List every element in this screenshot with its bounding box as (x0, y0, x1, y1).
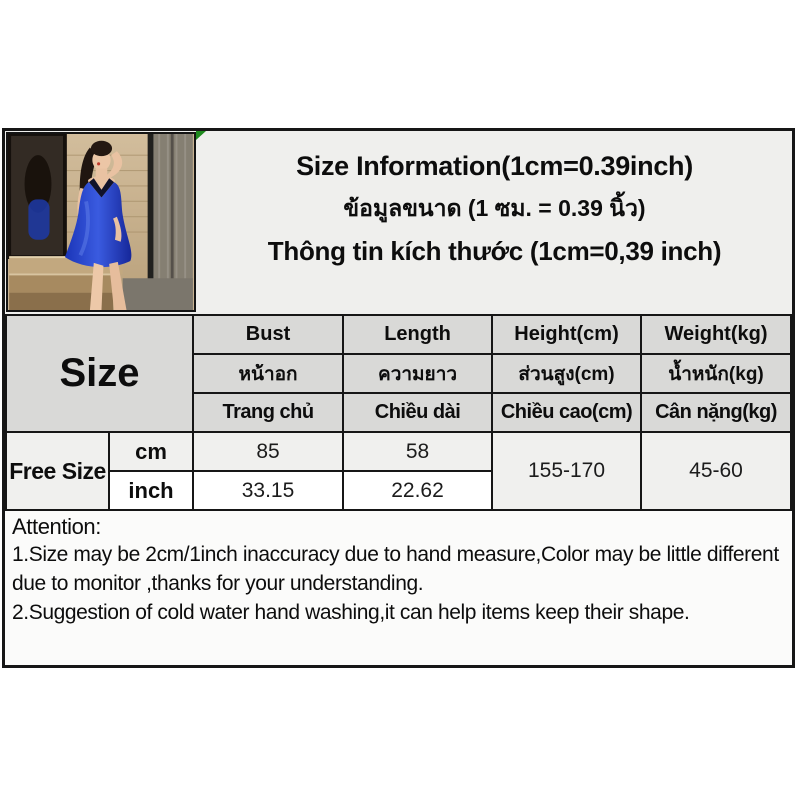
col-header-length-vi: Chiều dài (343, 393, 492, 432)
col-header-bust-th: หน้าอก (193, 354, 343, 393)
title-thai: ข้อมูลขนาด (1 ซม. = 0.39 นิ้ว) (343, 194, 646, 221)
col-header-bust: Bust (193, 315, 343, 354)
unit-inch-cell: inch (109, 471, 193, 510)
title-english: Size Information(1cm=0.39inch) (296, 150, 693, 181)
length-inch-value: 22.62 (343, 471, 492, 510)
green-corner-accent-icon (196, 131, 206, 140)
attention-note-1: 1.Size may be 2cm/1inch inaccuracy due to hand measure,Color may be little different due to monitor ,thanks for your understanding. (12, 543, 779, 595)
attention-heading: Attention: (12, 514, 101, 539)
bust-inch-value: 33.15 (193, 471, 343, 510)
attention-note-2: 2.Suggestion of cold water hand washing,it can help items keep their shape. (12, 601, 690, 624)
unit-cm-cell: cm (109, 432, 193, 471)
header-row-en (6, 315, 791, 354)
weight-range-value: 45-60 (641, 432, 791, 510)
col-header-weight-vi: Cân nặng(kg) (641, 393, 791, 432)
product-photo-illustration (8, 134, 194, 310)
top-section (5, 131, 792, 314)
col-header-height-vi: Chiều cao(cm) (492, 393, 641, 432)
bust-cm-value: 85 (193, 432, 343, 471)
col-header-bust-vi: Trang chủ (193, 393, 343, 432)
size-table (5, 314, 792, 511)
title-area (197, 131, 792, 314)
product-photo (6, 132, 196, 312)
col-header-height: Height(cm) (492, 315, 641, 354)
col-header-length: Length (343, 315, 492, 354)
col-header-weight-th: น้ำหนัก(kg) (641, 354, 791, 393)
col-header-weight: Weight(kg) (641, 315, 791, 354)
length-cm-value: 58 (343, 432, 492, 471)
col-header-length-th: ความยาว (343, 354, 492, 393)
size-corner-label: Size (6, 315, 193, 432)
col-header-height-th: ส่วนสูง(cm) (492, 354, 641, 393)
data-row-cm (6, 432, 791, 471)
size-name-cell: Free Size (6, 432, 109, 510)
attention-section (5, 511, 792, 665)
title-vietnamese: Thông tin kích thước (1cm=0,39 inch) (267, 235, 722, 266)
content-box (2, 128, 795, 668)
height-range-value: 155-170 (492, 432, 641, 510)
